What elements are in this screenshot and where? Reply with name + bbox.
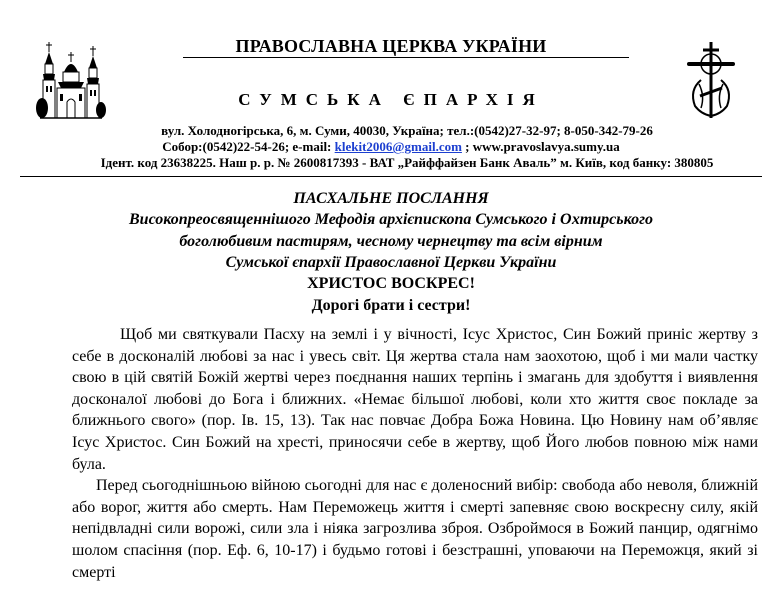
greeting: ХРИСТОС ВОСКРЕС! [307, 275, 475, 292]
letterhead-divider [20, 176, 762, 177]
audience-line: боголюбивим пастирям, чесному чернецтву та всім вірним [179, 233, 603, 250]
author-line: Високопреосвященнішого Мефодія архієпископа Сумського і Охтирського [129, 211, 653, 228]
contact-suffix: ; www.pravoslavya.sumy.ua [461, 139, 620, 154]
letterhead [0, 0, 782, 180]
contact-prefix: Собор:(0542)22-54-26; e-mail: [162, 139, 335, 154]
org-name: ПРАВОСЛАВНА ЦЕРКВА УКРАЇНИ [235, 36, 547, 56]
bank-details-line: Ідент. код 23638225. Наш р. р. № 2600817393 - ВАТ „Райффайзен Банк Аваль” м. Київ, код банку: 380805 [100, 155, 714, 170]
message-body [72, 324, 758, 583]
address-line: вул. Холодногірська, 6, м. Суми, 40030, Україна; тел.:(0542)27-32-97; 8-050-342-79-26 [161, 123, 653, 138]
contact-line [0, 139, 782, 155]
title-underline [183, 57, 629, 58]
salutation: Дорогі брати і сестри! [311, 297, 471, 314]
eparchy-name: СУМСЬКА ЄПАРХІЯ [238, 90, 544, 109]
eparchy-line: Сумської єпархії Православної Церкви України [225, 254, 557, 271]
paragraph: Щоб ми святкували Пасху на землі і у вічності, Ісус Христос, Син Божий приніс жертву з себе в досконалій любові за нас і увесь світ. Ця жертва стала нам заохотою, щоб і ми мали частку свою в цій святій Божій жертві через поєднання наших терпінь і змагань для здобуття і виявлення досконалої любові до Бога і ближних. «Немає більшої любові, коли хто життя своє покладе за ближнього свого» (пор. Ів. 15, 13). Так нас повчає Добра Божа Новина. Цю Новину нам об’являє Ісус Христос. Син Божий на хресті, приносячи себе в жертву, щоб Його любов повною між нами була. [72, 326, 758, 473]
paragraph: Перед сьогоднішньою війною сьогодні для нас є доленосний вибір: свобода або неволя, ближній або ворог, життя або смерть. Нам Переможець життя і смерті запевняє свою воскресну силу, якій непідвладні сили ворожі, сили зла і ніяка загрозлива зброя. Озброймося в Божий панцир, одягнімо шолом спасіння (пор. Еф. 6, 10-17) і будьмо готові і безстрашні, уповаючи на Переможця, який зі смерті [72, 477, 758, 581]
email-link[interactable]: klekit2006@gmail.com [334, 139, 462, 154]
document-title: ПАСХАЛЬНЕ ПОСЛАННЯ [293, 190, 489, 207]
